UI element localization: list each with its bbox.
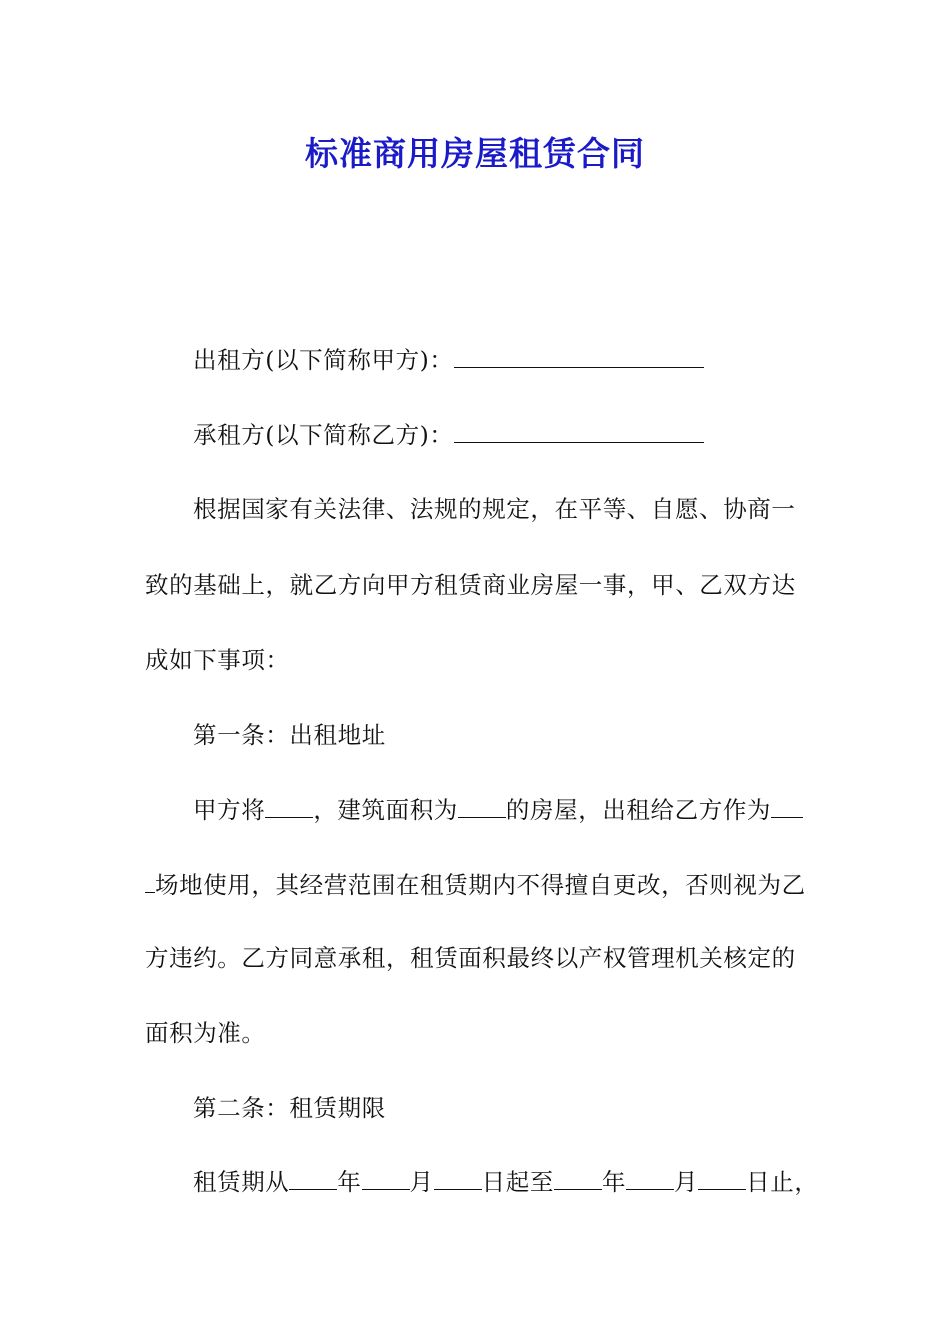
address-blank[interactable] <box>265 795 313 818</box>
end-month-blank[interactable] <box>626 1167 674 1190</box>
article2-text: 月 <box>409 1168 434 1196</box>
article1-line-2 <box>145 870 806 900</box>
preamble-line-1: 根据国家有关法律、法规的规定，在平等、自愿、协商一 <box>193 495 796 523</box>
article1-line-4: 面积为准。 <box>145 1019 266 1047</box>
document-title: 标准商用房屋租赁合同 <box>305 134 645 173</box>
usage-blank-end[interactable] <box>145 870 155 893</box>
article2-line-1 <box>193 1167 818 1197</box>
article2-text: 月 <box>674 1168 699 1196</box>
start-month-blank[interactable] <box>362 1167 410 1190</box>
preamble-line-2: 致的基础上，就乙方向甲方租赁商业房屋一事，甲、乙双方达 <box>145 571 796 599</box>
start-day-blank[interactable] <box>434 1167 482 1190</box>
article1-heading: 第一条：出租地址 <box>193 721 386 749</box>
area-blank[interactable] <box>458 795 506 818</box>
article2-text: 租赁期从 <box>193 1168 290 1196</box>
article2-text: 年 <box>601 1168 627 1196</box>
article1-text: 的房屋，出租给乙方作为 <box>505 796 772 824</box>
article1-text: ，建筑面积为 <box>313 796 458 824</box>
lessor-line <box>193 345 704 375</box>
article2-text: 年 <box>337 1168 362 1196</box>
article2-heading: 第二条：租赁期限 <box>193 1094 386 1122</box>
article2-text: 日起至 <box>481 1168 554 1196</box>
lessee-label: 承租方(以下简称乙方)： <box>193 421 454 449</box>
lessee-line <box>193 420 704 450</box>
article2-text: 日止， <box>746 1168 819 1196</box>
end-year-blank[interactable] <box>554 1167 602 1190</box>
lessor-label: 出租方(以下简称甲方)： <box>193 346 454 374</box>
article1-line-3: 方违约。乙方同意承租，租赁面积最终以产权管理机关核定的 <box>145 944 796 972</box>
article1-line-1 <box>193 795 803 825</box>
article1-text: 场地使用，其经营范围在租赁期内不得擅自更改，否则视为乙 <box>155 871 806 899</box>
lessee-name-blank[interactable] <box>454 420 704 443</box>
start-year-blank[interactable] <box>289 1167 337 1190</box>
end-day-blank[interactable] <box>698 1167 746 1190</box>
lessor-name-blank[interactable] <box>454 345 704 368</box>
article1-text: 甲方将 <box>193 796 266 824</box>
preamble-line-3: 成如下事项： <box>145 646 290 674</box>
usage-blank-start[interactable] <box>771 795 803 818</box>
